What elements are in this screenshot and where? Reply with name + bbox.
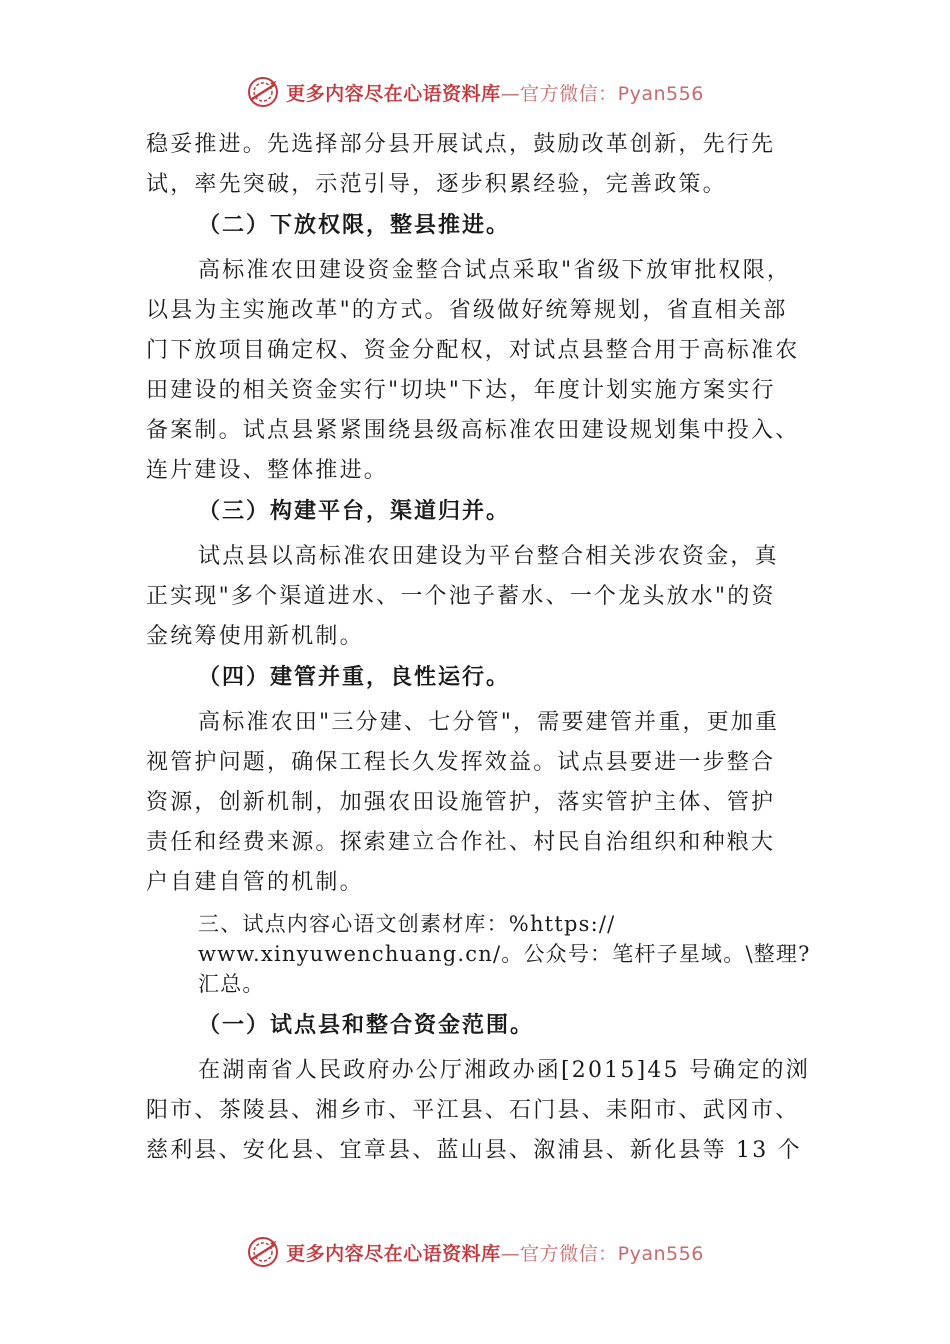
paragraph-line: 备案制。试点县紧紧围绕县级高标准农田建设规划集中投入、: [146, 418, 800, 443]
paragraph-line: 试点县以高标准农田建设为平台整合相关涉农资金，真: [198, 544, 779, 569]
paragraph-line: www.xinyuwenchuang.cn/。公众号：笔杆子星域。\整理?: [198, 942, 811, 966]
paragraph-line: 试，率先突破，示范引导，逐步积累经验，完善政策。: [146, 172, 727, 197]
paragraph-line: 视管护问题，确保工程长久发挥效益。试点县要进一步整合: [146, 750, 776, 775]
paragraph-line: 责任和经费来源。探索建立合作社、村民自治组织和种粮大: [146, 830, 776, 855]
paragraph-line: 高标准农田建设资金整合试点采取"省级下放审批权限，: [198, 258, 792, 283]
banner-wechat-text: 官方微信：Pyan556: [520, 1242, 704, 1265]
section-heading-three: 三、试点内容心语文创素材库：%https://: [198, 912, 616, 936]
paragraph-line: 阳市、茶陵县、湘乡市、平江县、石门县、耒阳市、武冈市、: [146, 1098, 800, 1123]
paragraph-line: 金统筹使用新机制。: [146, 624, 364, 649]
section-heading-4: （四）建管并重，良性运行。: [198, 664, 511, 690]
header-banner: [0, 72, 950, 112]
paragraph-line: 门下放项目确定权、资金分配权，对试点县整合用于高标准农: [146, 338, 800, 363]
paragraph-line: 正实现"多个渠道进水、一个池子蓄水、一个龙头放水"的资: [146, 584, 776, 609]
banner-main-text: 更多内容尽在心语资料库: [286, 1242, 501, 1265]
footer-banner-text: [286, 1239, 704, 1266]
document-body: [146, 125, 816, 1171]
banner-wechat-text: 官方微信：Pyan556: [520, 82, 704, 105]
paragraph-line: 田建设的相关资金实行"切块"下达，年度计划实施方案实行: [146, 378, 776, 403]
paragraph-line: 慈利县、安化县、宜章县、蓝山县、溆浦县、新化县等 13 个: [146, 1138, 802, 1163]
xinyu-logo-icon: [246, 75, 280, 109]
paragraph-line: 资源，创新机制，加强农田设施管护，落实管护主体、管护: [146, 790, 776, 815]
banner-main-text: 更多内容尽在心语资料库: [286, 82, 501, 105]
xinyu-logo-icon: [246, 1235, 280, 1269]
section-heading-2: （二）下放权限，整县推进。: [198, 212, 511, 238]
paragraph-line: 连片建设、整体推进。: [146, 458, 389, 483]
section-heading-1: （一）试点县和整合资金范围。: [198, 1012, 535, 1038]
section-heading-3: （三）构建平台，渠道归并。: [198, 498, 511, 524]
header-banner-text: [286, 79, 704, 106]
paragraph-line: 在湖南省人民政府办公厅湘政办函[2015]45 号确定的浏: [198, 1058, 810, 1083]
paragraph-line: 汇总。: [198, 972, 265, 996]
footer-banner: [0, 1232, 950, 1272]
paragraph-line: 稳妥推进。先选择部分县开展试点，鼓励改革创新，先行先: [146, 132, 776, 157]
banner-separator: —: [500, 82, 521, 105]
paragraph-line: 高标准农田"三分建、七分管"，需要建管并重，更加重: [198, 710, 780, 735]
paragraph-line: 户自建自管的机制。: [146, 870, 364, 895]
banner-separator: —: [500, 1242, 521, 1265]
paragraph-line: 以县为主实施改革"的方式。省级做好统筹规划，省直相关部: [146, 298, 788, 323]
